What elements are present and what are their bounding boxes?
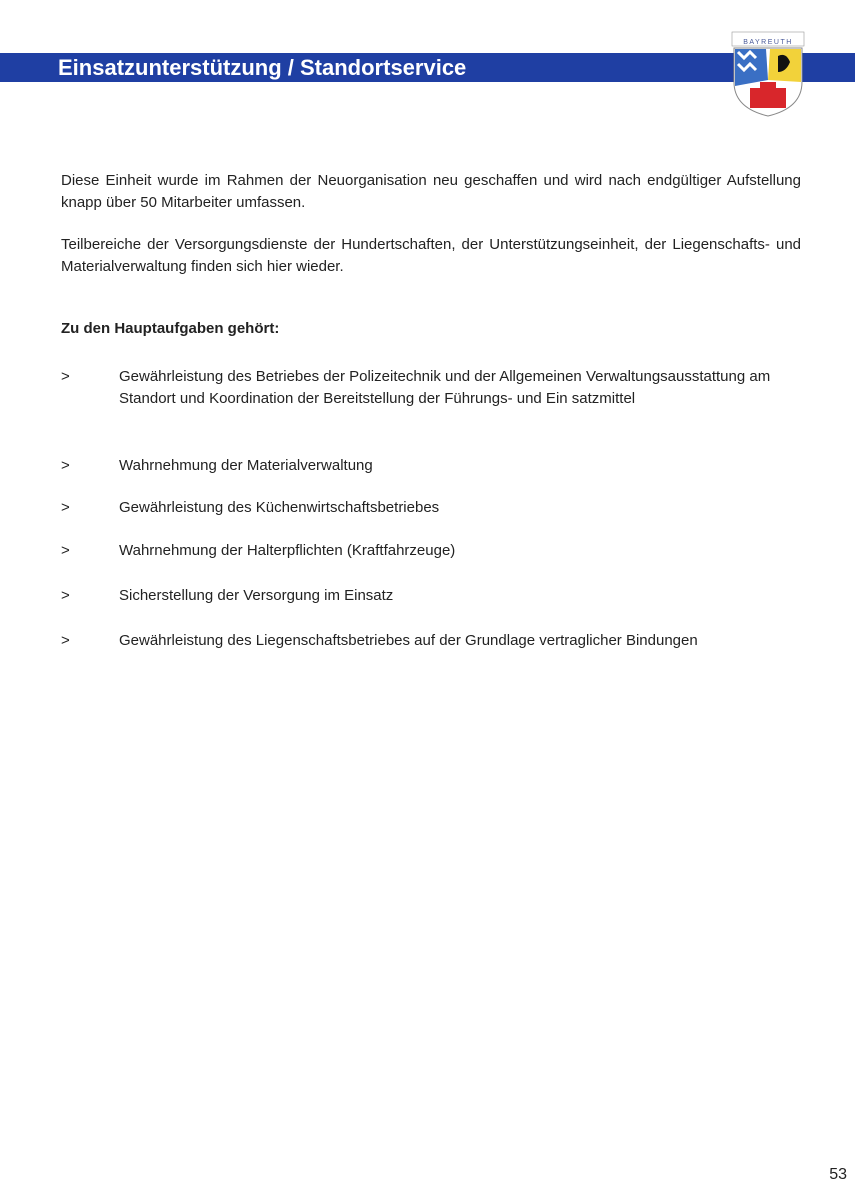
page-title: Einsatzunterstützung / Standortservice bbox=[58, 55, 467, 80]
list-item bbox=[61, 540, 801, 562]
list-item-text: Gewährleistung des Betriebes der Polizeitechnik und der Allgemeinen Verwaltungsausstattung am Standort und Koordination der Bereitstellung der Führungs- und Ein satzmittel bbox=[119, 368, 771, 407]
tasks-heading: Zu den Hauptaufgaben gehört: bbox=[61, 320, 280, 337]
scope-paragraph: Teilbereiche der Versorgungsdienste der Hundertschaften, der Unterstützungseinheit, der Liegenschafts- und Materialverwaltung finden sich hier wieder. bbox=[61, 236, 801, 275]
list-item bbox=[61, 497, 801, 519]
list-item bbox=[61, 455, 801, 477]
bullet-marker: > bbox=[61, 368, 70, 385]
bullet-marker: > bbox=[61, 587, 70, 604]
bullet-marker: > bbox=[61, 457, 70, 474]
list-item-text: Wahrnehmung der Materialverwaltung bbox=[119, 457, 373, 474]
intro-paragraph: Diese Einheit wurde im Rahmen der Neuorganisation neu geschaffen und wird nach endgültiger Aufstellung knapp über 50 Mitarbeiter umfassen. bbox=[61, 172, 801, 211]
bullet-marker: > bbox=[61, 632, 70, 649]
page-number: 53 bbox=[829, 1166, 847, 1183]
list-item bbox=[61, 366, 801, 410]
bullet-marker: > bbox=[61, 499, 70, 516]
crest-lettering: BAYREUTH bbox=[743, 39, 793, 46]
list-item-text: Sicherstellung der Versorgung im Einsatz bbox=[119, 587, 394, 604]
list-item-text: Wahrnehmung der Halterpflichten (Kraftfahrzeuge) bbox=[119, 542, 456, 559]
list-item bbox=[61, 585, 801, 607]
list-item-text: Gewährleistung des Küchenwirtschaftsbetriebes bbox=[119, 499, 440, 516]
list-item bbox=[61, 630, 801, 652]
list-item-text: Gewährleistung des Liegenschaftsbetriebes auf der Grundlage vertraglicher Bindungen bbox=[119, 632, 698, 649]
bullet-marker: > bbox=[61, 542, 70, 559]
